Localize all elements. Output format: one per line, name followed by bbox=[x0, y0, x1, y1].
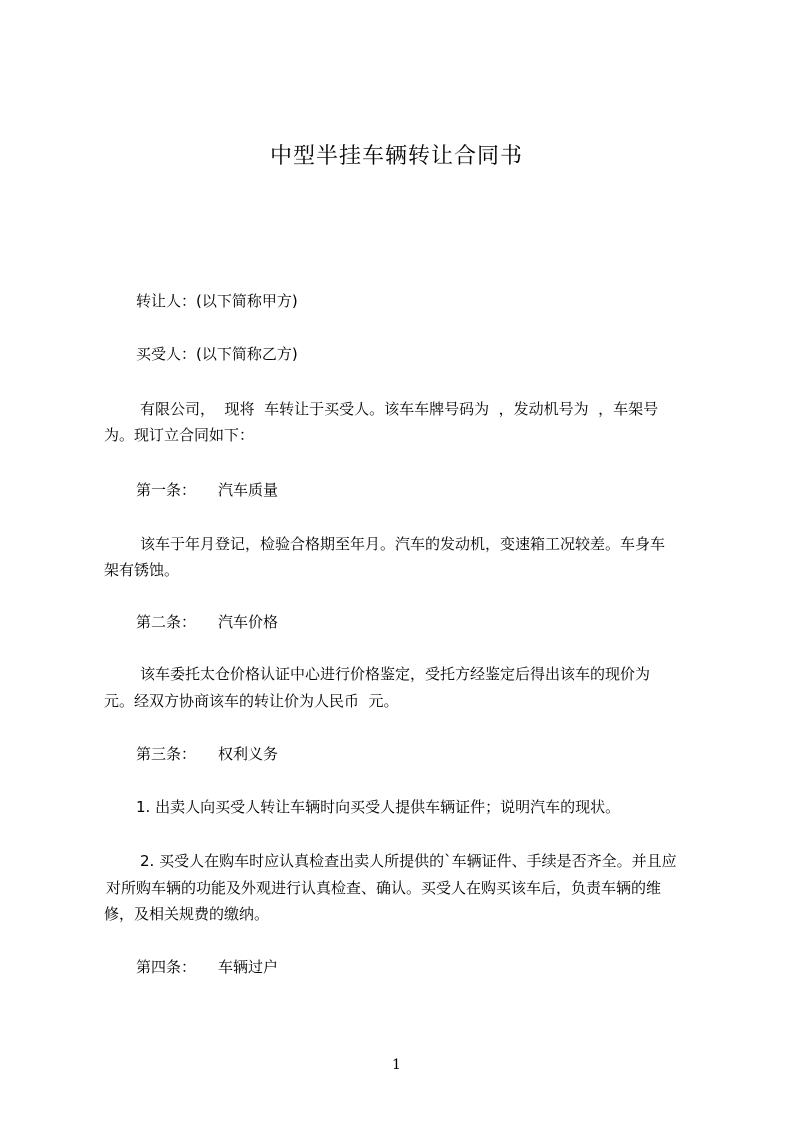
article-3-label: 第三条： bbox=[136, 745, 197, 763]
article-4-label: 第四条： bbox=[136, 958, 197, 976]
article-1-heading bbox=[136, 480, 278, 500]
article-2-line-1: 该车委托太仓价格认证中心进行价格鉴定，受托方经鉴定后得出该车的现价为 bbox=[140, 665, 651, 683]
article-2-title: 汽车价格 bbox=[218, 613, 279, 631]
transferor-line: 转让人：(以下简称甲方) bbox=[136, 292, 298, 310]
article-3-item-1: 1. 出卖人向买受人转让车辆时向买受人提供车辆证件；说明汽车的现状。 bbox=[136, 798, 621, 816]
article-3-heading bbox=[136, 744, 278, 764]
document-title: 中型半挂车辆转让合同书 bbox=[269, 144, 523, 169]
buyer-line: 买受人：(以下简称乙方) bbox=[136, 345, 298, 363]
article-3-title: 权利义务 bbox=[218, 745, 279, 763]
article-3-item-2-line-2: 对所购车辆的功能及外观进行认真检查、确认。买受人在购买该车后，负责车辆的维 bbox=[106, 879, 662, 897]
intro-line-2: 为。现订立合同如下： bbox=[104, 426, 255, 444]
article-1-line-2: 架有锈蚀。 bbox=[104, 561, 180, 579]
article-3-item-2-line-3: 修，及相关规费的缴纳。 bbox=[104, 905, 270, 923]
article-1-line-1: 该车于年月登记，检验合格期至年月。汽车的发动机，变速箱工况较差。车身车 bbox=[140, 535, 666, 553]
article-4-title: 车辆过户 bbox=[218, 958, 279, 976]
article-1-title: 汽车质量 bbox=[218, 481, 279, 499]
intro-line-1: 有限公司， 现将 车转让于买受人。该车车牌号码为 ，发动机号为 ，车架号 bbox=[140, 400, 659, 418]
article-1-label: 第一条： bbox=[136, 481, 197, 499]
article-4-heading bbox=[136, 957, 278, 977]
page-number: 1 bbox=[392, 1057, 401, 1073]
article-3-item-2-line-1: 2. 买受人在购车时应认真检查出卖人所提供的`车辆证件、手续是否齐全。并且应 bbox=[140, 852, 677, 870]
article-2-heading bbox=[136, 612, 278, 632]
article-2-line-2: 元。经双方协商该车的转让价为人民币 元。 bbox=[104, 692, 399, 710]
article-2-label: 第二条： bbox=[136, 613, 197, 631]
